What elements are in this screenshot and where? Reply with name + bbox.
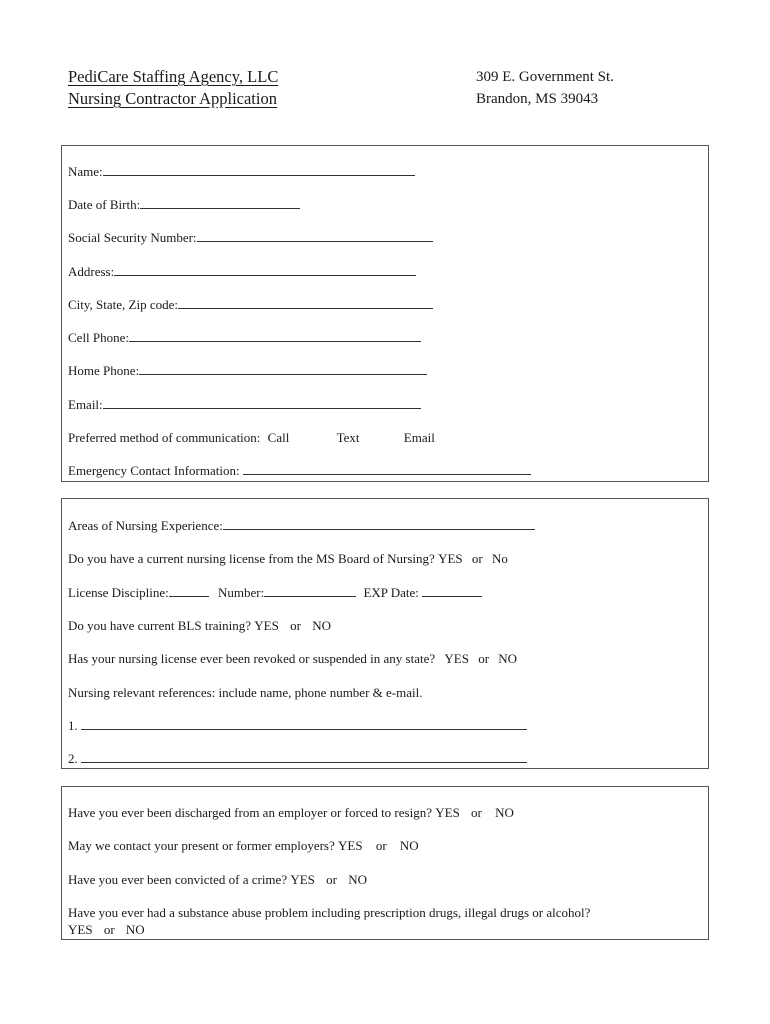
discipline-field[interactable] xyxy=(169,585,209,597)
home-phone-field[interactable] xyxy=(139,363,427,375)
substance-answer-row xyxy=(68,922,145,938)
bls-yes-option[interactable]: YES xyxy=(254,618,279,633)
name-row xyxy=(68,164,415,180)
number-field[interactable] xyxy=(264,585,356,597)
discharged-question: Have you ever been discharged from an employer or forced to resign? xyxy=(68,805,432,820)
emergency-row xyxy=(68,463,531,479)
revoked-row xyxy=(68,651,517,667)
discharged-or: or xyxy=(471,805,482,820)
bls-no-option[interactable]: NO xyxy=(312,618,331,633)
exp-date-label: EXP Date: xyxy=(363,585,419,600)
comm-email-option[interactable]: Email xyxy=(403,430,435,445)
substance-row xyxy=(68,905,590,921)
areas-label: Areas of Nursing Experience: xyxy=(68,518,223,533)
dob-row xyxy=(68,197,300,213)
contact-no-option[interactable]: NO xyxy=(399,838,419,853)
header-address xyxy=(476,66,614,110)
exp-date-field[interactable] xyxy=(422,585,482,597)
reference-2-field[interactable] xyxy=(81,751,527,763)
emergency-field[interactable] xyxy=(243,463,531,475)
home-phone-row xyxy=(68,363,427,379)
number-label: Number: xyxy=(217,585,265,600)
reference-2-row xyxy=(68,751,527,767)
comm-call-option[interactable]: Call xyxy=(267,430,290,445)
references-label: Nursing relevant references: include name, phone number & e-mail. xyxy=(68,685,423,700)
name-label: Name: xyxy=(68,164,103,179)
convicted-yes-option[interactable]: YES xyxy=(290,872,315,887)
cell-phone-row xyxy=(68,330,421,346)
pref-comm-row xyxy=(68,430,435,446)
form-title: Nursing Contractor Application xyxy=(68,89,277,108)
email-row xyxy=(68,397,421,413)
areas-row xyxy=(68,518,535,534)
bls-row xyxy=(68,618,331,634)
discharged-no-option[interactable]: NO xyxy=(495,805,514,820)
revoked-or: or xyxy=(478,651,490,666)
company-name: PediCare Staffing Agency, LLC xyxy=(68,67,279,86)
email-field[interactable] xyxy=(103,397,421,409)
ssn-row xyxy=(68,230,433,246)
city-row xyxy=(68,297,433,313)
license-no-option[interactable]: No xyxy=(491,551,508,566)
license-or: or xyxy=(471,551,483,566)
name-field[interactable] xyxy=(103,164,415,176)
substance-yes-option[interactable]: YES xyxy=(68,922,93,937)
discipline-label: License Discipline: xyxy=(68,585,169,600)
contact-or: or xyxy=(375,838,387,853)
comm-text-option[interactable]: Text xyxy=(336,430,360,445)
cell-phone-label: Cell Phone: xyxy=(68,330,130,345)
license-row xyxy=(68,551,508,567)
cell-phone-field[interactable] xyxy=(129,330,421,342)
areas-field[interactable] xyxy=(223,518,535,530)
bls-question: Do you have current BLS training? xyxy=(68,618,252,633)
address-field[interactable] xyxy=(114,264,416,276)
emergency-label: Emergency Contact Information: xyxy=(68,463,240,478)
ssn-field[interactable] xyxy=(197,230,433,242)
reference-2-label: 2. xyxy=(68,751,78,766)
address-row xyxy=(68,264,416,280)
revoked-yes-option[interactable]: YES xyxy=(444,651,469,666)
revoked-no-option[interactable]: NO xyxy=(498,651,518,666)
discharged-row xyxy=(68,805,514,821)
dob-label: Date of Birth: xyxy=(68,197,141,212)
substance-no-option[interactable]: NO xyxy=(125,922,145,937)
license-question: Do you have a current nursing license from the MS Board of Nursing? xyxy=(68,551,435,566)
license-details-row xyxy=(68,585,482,601)
convicted-question: Have you ever been convicted of a crime? xyxy=(68,872,288,887)
references-row xyxy=(68,685,422,701)
license-yes-option[interactable]: YES xyxy=(438,551,463,566)
address-label: Address: xyxy=(68,264,115,279)
substance-or: or xyxy=(103,922,115,937)
contact-question: May we contact your present or former employers? xyxy=(68,838,335,853)
substance-question: Have you ever had a substance abuse problem including prescription drugs, illegal drugs or alcohol? xyxy=(68,905,591,920)
city-field[interactable] xyxy=(178,297,433,309)
city-label: City, State, Zip code: xyxy=(68,297,178,312)
convicted-or: or xyxy=(326,872,337,887)
ssn-label: Social Security Number: xyxy=(68,230,197,245)
bls-or: or xyxy=(290,618,301,633)
reference-1-field[interactable] xyxy=(81,718,527,730)
discharged-yes-option[interactable]: YES xyxy=(435,805,460,820)
dob-field[interactable] xyxy=(140,197,300,209)
reference-1-row xyxy=(68,718,527,734)
home-phone-label: Home Phone: xyxy=(68,363,140,378)
header-left xyxy=(68,66,278,110)
pref-comm-label: Preferred method of communication: xyxy=(68,430,261,445)
contact-row xyxy=(68,838,419,854)
convicted-row xyxy=(68,872,367,888)
email-label: Email: xyxy=(68,397,103,412)
convicted-no-option[interactable]: NO xyxy=(348,872,368,887)
contact-yes-option[interactable]: YES xyxy=(338,838,363,853)
address-line-2: Brandon, MS 39043 xyxy=(476,91,599,107)
address-line-1: 309 E. Government St. xyxy=(476,69,614,85)
revoked-question: Has your nursing license ever been revoked or suspended in any state? xyxy=(68,651,436,666)
reference-1-label: 1. xyxy=(68,718,78,733)
